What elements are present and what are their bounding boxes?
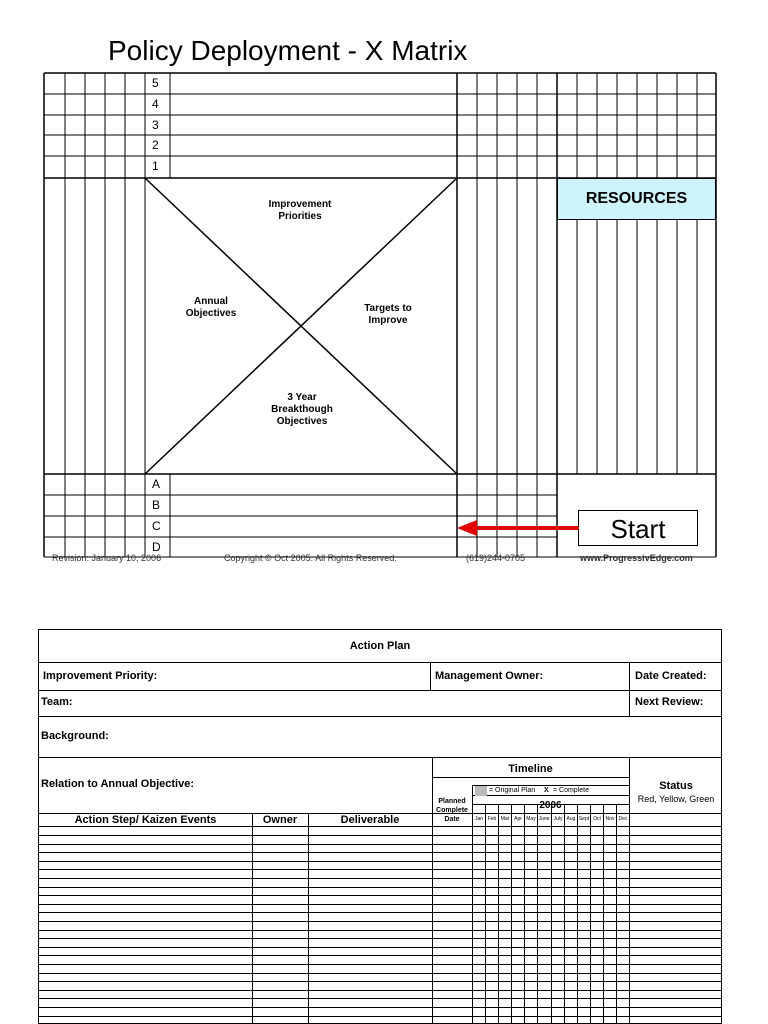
- legend-complete: = Complete: [553, 787, 589, 794]
- status-values: Red, Yellow, Green: [637, 794, 715, 804]
- row-label-5: 5: [152, 76, 159, 90]
- date-created-field[interactable]: Date Created:: [635, 670, 707, 682]
- resources-header: RESOURCES: [557, 178, 716, 220]
- grid-line: [39, 835, 721, 836]
- grid-line: [39, 662, 721, 663]
- column-action-step: Action Step/ Kaizen Events: [74, 814, 217, 826]
- action-plan-form: [38, 629, 722, 1024]
- grid-line: [39, 716, 721, 717]
- grid-line: [432, 777, 629, 778]
- grid-line: [39, 861, 721, 862]
- grid-line: [39, 1007, 721, 1008]
- timeline-heading: Timeline: [508, 763, 553, 775]
- grid-line: [39, 964, 721, 965]
- breakthrough-objectives-label: 3 Year Breakthough Objectives: [271, 392, 333, 427]
- month-label: Jan: [474, 816, 484, 822]
- grid-line: [39, 887, 721, 888]
- grid-line: [511, 804, 512, 1024]
- revision-date: Revision: January 10, 2006: [52, 553, 162, 563]
- start-arrow-icon: [455, 518, 579, 538]
- grid-line: [590, 804, 591, 1024]
- grid-line: [39, 930, 721, 931]
- date-label: Date: [444, 816, 460, 823]
- row-label-a: A: [152, 477, 161, 491]
- month-label: Aug: [566, 816, 576, 822]
- targets-to-improve-label: Targets to Improve: [364, 303, 412, 326]
- original-plan-swatch: [475, 786, 487, 796]
- grid-line: [39, 912, 721, 913]
- month-label: Nov: [605, 816, 615, 822]
- relation-annual-objective-field[interactable]: Relation to Annual Objective:: [41, 778, 194, 790]
- page-title: Policy Deployment - X Matrix: [108, 35, 468, 66]
- grid-line: [39, 1016, 721, 1017]
- row-label-d: D: [152, 540, 161, 554]
- month-label: June: [538, 816, 550, 822]
- grid-line: [629, 662, 630, 716]
- improvement-priorities-label: Improvement Priorities: [268, 199, 332, 222]
- grid-line: [39, 998, 721, 999]
- month-label: July: [553, 816, 563, 822]
- row-label-c: C: [152, 519, 161, 533]
- grid-line: [564, 804, 565, 1024]
- status-heading: Status: [659, 780, 693, 792]
- month-label: Mar: [500, 816, 510, 822]
- grid-line: [39, 947, 721, 948]
- grid-line: [472, 785, 629, 786]
- grid-line: [537, 804, 538, 1024]
- annual-objectives-label: Annual Objectives: [185, 296, 237, 319]
- background-field[interactable]: Background:: [41, 730, 109, 742]
- grid-line: [39, 938, 721, 939]
- grid-line: [39, 757, 721, 758]
- grid-line: [39, 904, 721, 905]
- grid-line: [39, 852, 721, 853]
- grid-line: [39, 990, 721, 991]
- month-label: May: [526, 816, 536, 822]
- column-deliverable: Deliverable: [340, 814, 400, 826]
- grid-line: [498, 804, 499, 1024]
- grid-line: [485, 804, 486, 1024]
- grid-line: [551, 804, 552, 1024]
- legend-x-mark: X: [544, 787, 549, 794]
- month-label: Oct: [593, 816, 601, 822]
- improvement-priority-field[interactable]: Improvement Priority:: [43, 670, 158, 682]
- action-plan-title: Action Plan: [349, 640, 411, 652]
- grid-line: [39, 955, 721, 956]
- row-label-4: 4: [152, 97, 159, 111]
- grid-line: [577, 804, 578, 1024]
- grid-line: [39, 895, 721, 896]
- complete-label: Complete: [436, 807, 468, 814]
- grid-line: [39, 690, 721, 691]
- grid-line: [472, 795, 629, 796]
- grid-line: [39, 921, 721, 922]
- timeline-year: 2006: [539, 800, 562, 811]
- grid-line: [603, 804, 604, 1024]
- month-label: Apr: [514, 816, 522, 822]
- grid-line: [524, 804, 525, 1024]
- row-label-1: 1: [152, 159, 159, 173]
- legend-original-plan: = Original Plan: [489, 787, 536, 794]
- grid-line: [39, 981, 721, 982]
- grid-line: [39, 869, 721, 870]
- management-owner-field[interactable]: Management Owner:: [435, 670, 544, 682]
- grid-line: [39, 878, 721, 879]
- phone-number: (619)244-0705: [466, 553, 526, 563]
- grid-line: [616, 804, 617, 1024]
- grid-line: [39, 844, 721, 845]
- copyright-text: Copyright © Oct 2005. All Rights Reserved.: [224, 553, 397, 563]
- month-label: Dec: [618, 816, 628, 822]
- month-label: Feb: [487, 816, 497, 822]
- row-label-2: 2: [152, 138, 159, 152]
- website-link[interactable]: www.ProgressivEdge.com: [580, 553, 693, 563]
- planned-label: Planned: [438, 798, 466, 805]
- start-box: Start: [578, 510, 698, 546]
- team-field[interactable]: Team:: [41, 696, 73, 708]
- column-owner: Owner: [262, 814, 298, 826]
- month-label: Sept: [578, 816, 590, 822]
- next-review-field[interactable]: Next Review:: [635, 696, 704, 708]
- row-label-b: B: [152, 498, 161, 512]
- grid-line: [430, 662, 431, 690]
- grid-line: [39, 973, 721, 974]
- row-label-3: 3: [152, 118, 159, 132]
